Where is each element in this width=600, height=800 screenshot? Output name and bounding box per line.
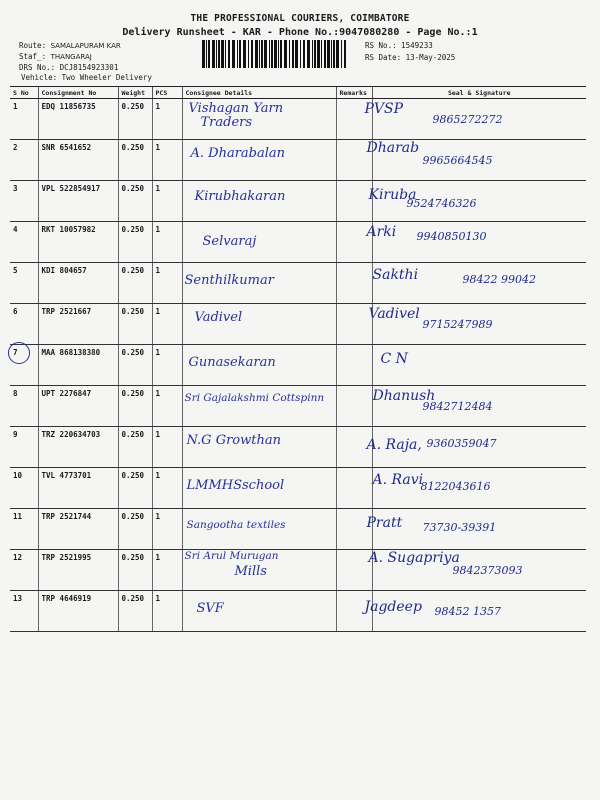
barcode-bar bbox=[237, 40, 238, 68]
weight-cell: 0.250 bbox=[118, 140, 152, 181]
barcode-bar bbox=[216, 40, 217, 68]
table-row bbox=[10, 345, 586, 386]
weight-cell: 0.250 bbox=[118, 550, 152, 591]
consignment-cell: VPL 522854917 bbox=[38, 181, 118, 222]
pcs-cell: 1 bbox=[152, 427, 182, 468]
barcode-bar bbox=[295, 40, 298, 68]
sno-cell: 2 bbox=[10, 140, 38, 181]
consignee-name: Sri Gajalakshmi Cottspinn bbox=[184, 392, 325, 404]
barcode-bar bbox=[278, 40, 279, 68]
runsheet-subtitle: Delivery Runsheet - KAR - Phone No.:9047080280 - Page No.:1 bbox=[122, 27, 478, 38]
pcs-cell: 1 bbox=[152, 550, 182, 591]
table-row bbox=[10, 427, 586, 468]
sno-cell: 10 bbox=[10, 468, 38, 509]
signature-phone: 9965664545 bbox=[422, 154, 493, 167]
route-label: Route: bbox=[19, 41, 47, 50]
consignee-cell bbox=[182, 263, 336, 304]
consignee-cell bbox=[182, 386, 336, 427]
barcode-bar bbox=[212, 40, 215, 68]
pcs-cell: 1 bbox=[152, 386, 182, 427]
consignment-cell: TRP 2521667 bbox=[38, 304, 118, 345]
barcode-bar bbox=[292, 40, 294, 68]
consignee-cell bbox=[182, 509, 336, 550]
signature-cell bbox=[366, 509, 586, 550]
signature-cell bbox=[368, 304, 586, 345]
consignment-cell: SNR 6541652 bbox=[38, 140, 118, 181]
consignee-name: Gunasekaran bbox=[188, 355, 276, 370]
route-value: SAMALAPURAM KAR bbox=[50, 42, 121, 50]
signature-phone: 9360359047 bbox=[426, 437, 497, 450]
pcs-cell: 1 bbox=[152, 263, 182, 304]
barcode-bar bbox=[259, 40, 260, 68]
col-sno: S No bbox=[10, 87, 38, 99]
signature-mark: Dharab bbox=[366, 140, 420, 156]
remarks-cell bbox=[336, 304, 372, 345]
pcs-cell: 1 bbox=[152, 509, 182, 550]
consignment-cell: TRP 2521995 bbox=[38, 550, 118, 591]
consignee-cell bbox=[182, 140, 336, 181]
consignee-cell bbox=[182, 304, 336, 345]
staff-field bbox=[19, 52, 92, 61]
table-row bbox=[10, 550, 586, 591]
sno-cell: 12 bbox=[10, 550, 38, 591]
consignee-cell bbox=[182, 550, 336, 591]
consignee-name: Selvaraj bbox=[202, 234, 257, 249]
signature-mark: A. Raja, bbox=[366, 437, 422, 453]
pcs-cell: 1 bbox=[152, 345, 182, 386]
pcs-cell: 1 bbox=[152, 468, 182, 509]
signature-mark: A. Ravi bbox=[372, 472, 424, 488]
rs-no-value: 1549233 bbox=[401, 41, 433, 50]
remarks-cell bbox=[336, 181, 372, 222]
remarks-cell bbox=[336, 345, 372, 386]
signature-phone: 98422 99042 bbox=[462, 273, 536, 286]
barcode-bar bbox=[344, 40, 346, 68]
consignee-name: Sangootha textiles bbox=[186, 519, 286, 531]
signature-mark: A. Sugapriya bbox=[368, 550, 460, 566]
remarks-cell bbox=[336, 550, 372, 591]
table-row bbox=[10, 591, 586, 632]
barcode-bar bbox=[271, 40, 273, 68]
sno-cell: 5 bbox=[10, 263, 38, 304]
table-row bbox=[10, 222, 586, 263]
barcode-bar bbox=[243, 40, 246, 68]
consignee-name-line2: Traders bbox=[200, 115, 253, 130]
barcode-bar bbox=[341, 40, 342, 68]
barcode-bar bbox=[303, 40, 305, 68]
pcs-cell: 1 bbox=[152, 591, 182, 632]
barcode-bar bbox=[321, 40, 322, 68]
signature-phone: 9715247989 bbox=[422, 318, 493, 331]
barcode-bar bbox=[248, 40, 249, 68]
consignment-cell: KDI 804657 bbox=[38, 263, 118, 304]
weight-cell: 0.250 bbox=[118, 304, 152, 345]
consignment-cell: TRZ 220634703 bbox=[38, 427, 118, 468]
signature-mark: PVSP bbox=[364, 101, 404, 117]
barcode-bar bbox=[261, 40, 263, 68]
signature-mark: C N bbox=[380, 351, 408, 367]
barcode-bar bbox=[251, 40, 253, 68]
signature-cell bbox=[368, 181, 586, 222]
remarks-cell bbox=[336, 468, 372, 509]
pcs-cell: 1 bbox=[152, 181, 182, 222]
staff-value: THANGARAJ bbox=[50, 53, 92, 61]
table-row bbox=[10, 509, 586, 550]
consignee-name-line2: Mills bbox=[234, 564, 267, 579]
barcode-bar bbox=[324, 40, 326, 68]
col-remarks: Remarks bbox=[336, 87, 372, 99]
staff-label: Staf_: bbox=[19, 52, 47, 61]
consignment-cell: MAA 868138380 bbox=[38, 345, 118, 386]
consignee-name: SVF bbox=[196, 601, 224, 616]
consignee-cell bbox=[182, 181, 336, 222]
sno-cell: 6 bbox=[10, 304, 38, 345]
col-weight: Weight bbox=[118, 87, 152, 99]
table-row bbox=[10, 140, 586, 181]
signature-mark: Vadivel bbox=[368, 306, 420, 322]
signature-cell bbox=[366, 427, 586, 468]
signature-cell bbox=[364, 591, 586, 632]
pcs-cell: 1 bbox=[152, 304, 182, 345]
barcode-bar bbox=[333, 40, 335, 68]
sno-cell: 3 bbox=[10, 181, 38, 222]
remarks-cell bbox=[336, 263, 372, 304]
row-7-circle-mark bbox=[8, 342, 30, 364]
consignee-name: Sri Arul Murugan bbox=[184, 550, 279, 562]
drs-label: DRS No.: bbox=[19, 63, 56, 72]
table-row bbox=[10, 468, 586, 509]
consignee-cell bbox=[182, 345, 336, 386]
table-row bbox=[10, 304, 586, 345]
signature-cell bbox=[364, 99, 586, 140]
signature-cell bbox=[366, 140, 586, 181]
col-consignment: Consignment No bbox=[38, 87, 118, 99]
barcode-bar bbox=[331, 40, 332, 68]
signature-phone: 9940850130 bbox=[416, 230, 487, 243]
pcs-cell: 1 bbox=[152, 140, 182, 181]
signature-phone: 8122043616 bbox=[420, 480, 491, 493]
sno-cell: 1 bbox=[10, 99, 38, 140]
barcode-bar bbox=[300, 40, 301, 68]
sno-cell: 11 bbox=[10, 509, 38, 550]
barcode-bar bbox=[314, 40, 316, 68]
barcode-bar bbox=[336, 40, 339, 68]
barcode-bar bbox=[307, 40, 310, 68]
barcode-bar bbox=[232, 40, 235, 68]
barcode-bar bbox=[312, 40, 313, 68]
consignee-name: LMMHSschool bbox=[186, 478, 285, 493]
table-row bbox=[10, 99, 586, 140]
signature-cell bbox=[368, 550, 586, 591]
rs-date-field bbox=[365, 53, 455, 62]
route-field bbox=[19, 41, 121, 50]
weight-cell: 0.250 bbox=[118, 509, 152, 550]
barcode-bar bbox=[317, 40, 320, 68]
consignee-cell bbox=[182, 591, 336, 632]
signature-cell bbox=[372, 468, 586, 509]
signature-mark: Pratt bbox=[366, 515, 403, 531]
weight-cell: 0.250 bbox=[118, 427, 152, 468]
signature-cell bbox=[372, 345, 586, 386]
signature-mark: Dhanush bbox=[372, 388, 436, 404]
consignment-cell: TRP 4646919 bbox=[38, 591, 118, 632]
signature-mark: Jagdeep bbox=[364, 599, 422, 615]
signature-cell bbox=[372, 386, 586, 427]
consignee-name: Kirubhakaran bbox=[194, 189, 286, 204]
company-title: THE PROFESSIONAL COURIERS, COIMBATORE bbox=[190, 13, 410, 24]
weight-cell: 0.250 bbox=[118, 222, 152, 263]
vehicle-field bbox=[21, 73, 152, 82]
barcode-bar bbox=[208, 40, 210, 68]
barcode-bar bbox=[206, 40, 207, 68]
barcode-bar bbox=[289, 40, 290, 68]
barcode-bar bbox=[221, 40, 224, 68]
consignee-name: Vadivel bbox=[194, 310, 243, 325]
consignment-cell: UPT 2276847 bbox=[38, 386, 118, 427]
signature-cell bbox=[372, 263, 586, 304]
barcode-bar bbox=[228, 40, 230, 68]
rs-date-label: RS Date: bbox=[365, 53, 402, 62]
barcode-bar bbox=[274, 40, 277, 68]
signature-phone: 9842373093 bbox=[452, 564, 523, 577]
barcode-bar bbox=[327, 40, 330, 68]
signature-mark: Kiruba bbox=[368, 187, 417, 203]
sno-cell: 13 bbox=[10, 591, 38, 632]
weight-cell: 0.250 bbox=[118, 386, 152, 427]
barcode-bar bbox=[264, 40, 267, 68]
weight-cell: 0.250 bbox=[118, 263, 152, 304]
barcode-bar bbox=[202, 40, 205, 68]
consignee-name: A. Dharabalan bbox=[190, 146, 286, 161]
sno-cell: 7 bbox=[10, 345, 38, 386]
consignment-cell: RKT 10057982 bbox=[38, 222, 118, 263]
remarks-cell bbox=[336, 386, 372, 427]
consignment-cell: TRP 2521744 bbox=[38, 509, 118, 550]
barcode-bar bbox=[225, 40, 226, 68]
consignee-cell bbox=[182, 427, 336, 468]
weight-cell: 0.250 bbox=[118, 345, 152, 386]
barcode bbox=[200, 40, 350, 68]
sno-cell: 4 bbox=[10, 222, 38, 263]
weight-cell: 0.250 bbox=[118, 468, 152, 509]
barcode-bar bbox=[239, 40, 241, 68]
barcode-bar bbox=[255, 40, 258, 68]
drs-field bbox=[19, 63, 118, 72]
pcs-cell: 1 bbox=[152, 99, 182, 140]
consignment-cell: EDQ 11856735 bbox=[38, 99, 118, 140]
table-row bbox=[10, 263, 586, 304]
barcode-bar bbox=[218, 40, 220, 68]
col-pcs: PCS bbox=[152, 87, 182, 99]
consignee-cell bbox=[182, 468, 336, 509]
consignment-cell: TVL 4773701 bbox=[38, 468, 118, 509]
consignee-name: N.G Growthan bbox=[186, 433, 281, 448]
barcode-bar bbox=[280, 40, 282, 68]
signature-mark: Arki bbox=[366, 224, 397, 240]
barcode-bar bbox=[284, 40, 287, 68]
signature-phone: 98452 1357 bbox=[434, 605, 501, 618]
col-consignee: Consignee Details bbox=[182, 87, 336, 99]
rs-date-value: 13-May-2025 bbox=[405, 53, 456, 62]
weight-cell: 0.250 bbox=[118, 99, 152, 140]
signature-phone: 9524746326 bbox=[406, 197, 477, 210]
vehicle-value: Two Wheeler Delivery bbox=[61, 73, 152, 82]
consignee-name: Vishagan Yarn bbox=[188, 101, 284, 116]
signature-phone: 9842712484 bbox=[422, 400, 493, 413]
weight-cell: 0.250 bbox=[118, 181, 152, 222]
vehicle-label: Vehicle: bbox=[21, 73, 58, 82]
table-row bbox=[10, 386, 586, 427]
table-header-row bbox=[10, 87, 586, 99]
consignee-name: Senthilkumar bbox=[184, 273, 274, 288]
signature-phone: 9865272272 bbox=[432, 113, 503, 126]
rs-no-field bbox=[365, 41, 433, 50]
barcode-bar bbox=[269, 40, 270, 68]
signature-phone: 73730-39391 bbox=[422, 521, 497, 534]
runsheet-table bbox=[10, 86, 586, 632]
consignee-cell bbox=[182, 222, 336, 263]
signature-mark: Sakthi bbox=[372, 267, 419, 283]
signature-cell bbox=[366, 222, 586, 263]
pcs-cell: 1 bbox=[152, 222, 182, 263]
consignee-cell bbox=[182, 99, 336, 140]
rs-no-label: RS No.: bbox=[365, 41, 397, 50]
weight-cell: 0.250 bbox=[118, 591, 152, 632]
col-signature: Seal & Signature bbox=[372, 87, 586, 99]
sno-cell: 9 bbox=[10, 427, 38, 468]
table-row bbox=[10, 181, 586, 222]
drs-value: DCJ8154923301 bbox=[59, 63, 119, 72]
sno-cell: 8 bbox=[10, 386, 38, 427]
